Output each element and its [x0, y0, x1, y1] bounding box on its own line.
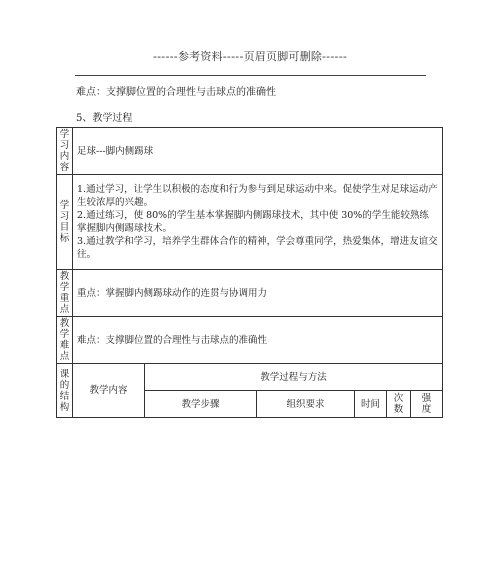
learning-content-value: 足球---脚内侧踢球: [73, 128, 443, 175]
section-heading: 5、教学过程: [76, 113, 133, 124]
teaching-difficulty-label: 教学难点: [57, 317, 73, 364]
intensity-header: 强度: [411, 391, 443, 418]
learning-goals-label: 学习目标: [57, 175, 73, 270]
header-divider: [75, 75, 426, 76]
teaching-key-label: 教学重点: [57, 270, 73, 317]
row-teaching-difficulty: [57, 317, 443, 364]
teaching-content-header: 教学内容: [73, 364, 145, 418]
goal-item: 3.通过教学和学习，培养学生群体合作的精神，学会尊重同学，热爱集体，增进友谊交往。: [77, 236, 438, 260]
goal-item: 1.通过学习，让学生以积极的态度和行为参与到足球运动中来。促使学生对足球运动产生较浓厚的兴趣。: [77, 184, 438, 208]
teaching-key-value: 重点：掌握脚内侧踢球动作的连贯与协调用力: [73, 270, 443, 317]
difficulty-paragraph: 难点：支撑脚位置的合理性与击球点的准确性: [76, 87, 276, 98]
time-header: 时间: [355, 391, 387, 418]
process-method-header: 教学过程与方法: [145, 364, 443, 391]
row-learning-goals: [57, 175, 443, 270]
page-header-banner: ------参考资料-----页眉页脚可删除------: [152, 50, 348, 63]
row-teaching-key: [57, 270, 443, 317]
lesson-structure-label: 课的结构: [57, 364, 73, 418]
lesson-plan-table: [56, 127, 443, 418]
teaching-difficulty-value: 难点：支撑脚位置的合理性与击球点的准确性: [73, 317, 443, 364]
learning-content-label: 学习内容: [57, 128, 73, 175]
goal-item: 2.通过练习，使 80%的学生基本掌握脚内侧踢球技术，其中使 30%的学生能较熟练掌握脚内侧踢球技术。: [77, 210, 429, 234]
count-header: 次数: [387, 391, 411, 418]
learning-goals-value: [73, 175, 443, 270]
organization-header: 组织要求: [257, 391, 355, 418]
row-learning-content: [57, 128, 443, 175]
teaching-steps-header: 教学步骤: [145, 391, 257, 418]
row-structure-top: [57, 364, 443, 391]
